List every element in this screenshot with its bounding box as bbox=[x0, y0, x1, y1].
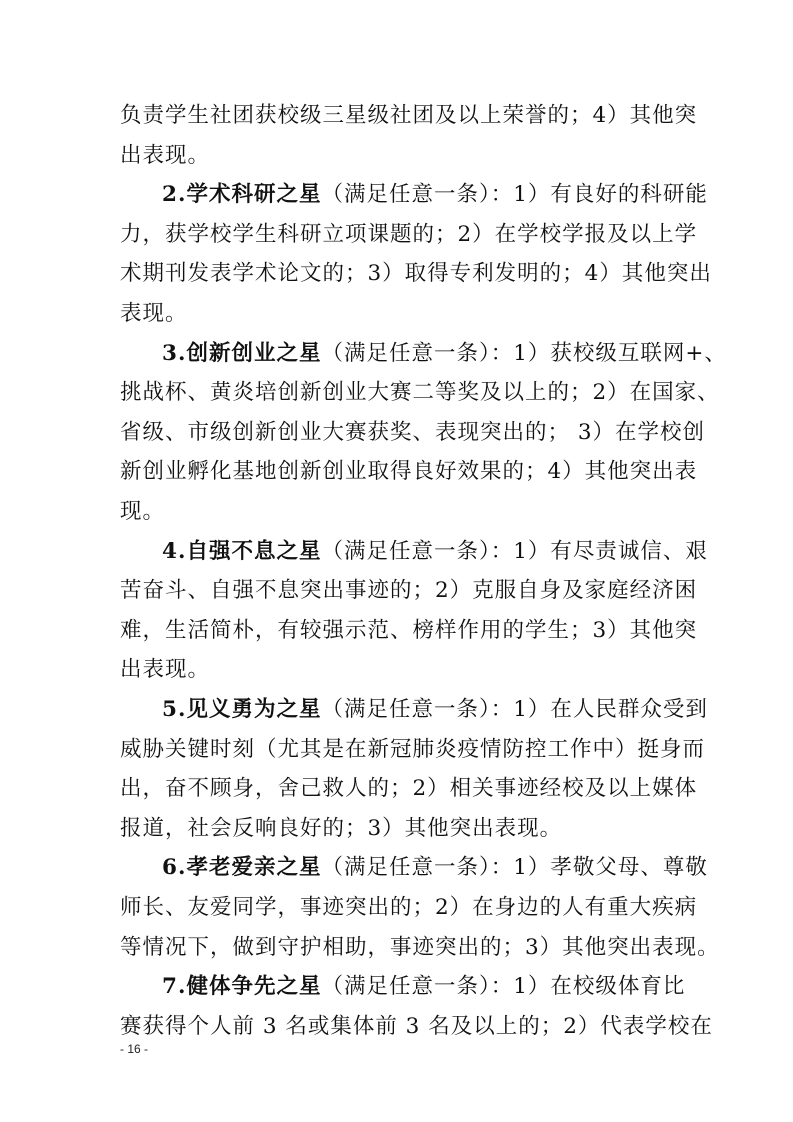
text-line: 苦奋斗、自强不息突出事迹的；2）克服自身及家庭经济困 bbox=[120, 578, 698, 604]
text-line: 力，获学校学生科研立项课题的；2）在学校学报及以上学 bbox=[120, 221, 698, 247]
text-line: 等情况下，做到守护相助，事迹突出的；3）其他突出表现。 bbox=[120, 934, 720, 960]
line-text: 赛获得个人前 3 名或集体前 3 名及以上的；2）代表学校在 bbox=[120, 1013, 713, 1039]
section-title: 6.孝老爱亲之星 bbox=[162, 855, 322, 881]
section-heading-line: 3.创新创业之星（满足任意一条）：1）获校级互联网+、 bbox=[162, 340, 727, 366]
text-line: 挑战杯、黄炎培创新创业大赛二等奖及以上的；2）在国家、 bbox=[120, 380, 720, 406]
section-heading-line: 4.自强不息之星（满足任意一条）：1）有尽责诚信、艰 bbox=[162, 538, 708, 564]
text-line: 出，奋不顾身，舍己救人的；2）相关事迹经校及以上媒体 bbox=[120, 776, 698, 802]
section-heading-line: 2.学术科研之星（满足任意一条）：1）有良好的科研能 bbox=[162, 182, 708, 208]
page-number: - 16 - bbox=[120, 1042, 149, 1056]
line-text: （满足任意一条）：1）在校级体育比 bbox=[321, 974, 686, 1000]
text-line: 难，生活简朴，有较强示范、榜样作用的学生；3）其他突 bbox=[120, 617, 698, 643]
text-line: 现。 bbox=[120, 499, 166, 524]
text-line: 新创业孵化基地创新创业取得良好效果的；4）其他突出表 bbox=[120, 459, 698, 485]
text-line: 出表现。 bbox=[120, 657, 211, 683]
text-line: 表现。 bbox=[120, 301, 188, 326]
section-title: 2.学术科研之星 bbox=[162, 182, 322, 208]
text-line: 术期刊发表学术论文的；3）取得专利发明的；4）其他突出 bbox=[120, 261, 712, 287]
text-line: 师长、友爱同学，事迹突出的；2）在身边的人有重大疾病 bbox=[120, 895, 698, 920]
text-line: 威胁关键时刻（尤其是在新冠肺炎疫情防控工作中）挺身而 bbox=[120, 736, 706, 762]
text-line: 报道，社会反响良好的；3）其他突出表现。 bbox=[120, 815, 563, 841]
section-heading-line bbox=[162, 967, 686, 1007]
section-title: 3.创新创业之星 bbox=[162, 340, 322, 366]
section-heading-line: 5.见义勇为之星（满足任意一条）：1）在人民群众受到 bbox=[162, 697, 708, 722]
section-title: 4.自强不息之星 bbox=[162, 538, 322, 564]
section-title: 5.见义勇为之星 bbox=[162, 697, 322, 722]
text-line: 负责学生社团获校级三星级社团及以上荣誉的；4）其他突 bbox=[120, 103, 698, 128]
text-line: 出表现。 bbox=[120, 142, 211, 168]
text-line bbox=[120, 1007, 713, 1047]
text-line: 省级、市级创新创业大赛获奖、表现突出的； 3）在学校创 bbox=[120, 419, 706, 445]
section-heading-line: 6.孝老爱亲之星（满足任意一条）：1）孝敬父母、尊敬 bbox=[162, 855, 708, 881]
section-title: 7.健体争先之星 bbox=[162, 974, 322, 1000]
